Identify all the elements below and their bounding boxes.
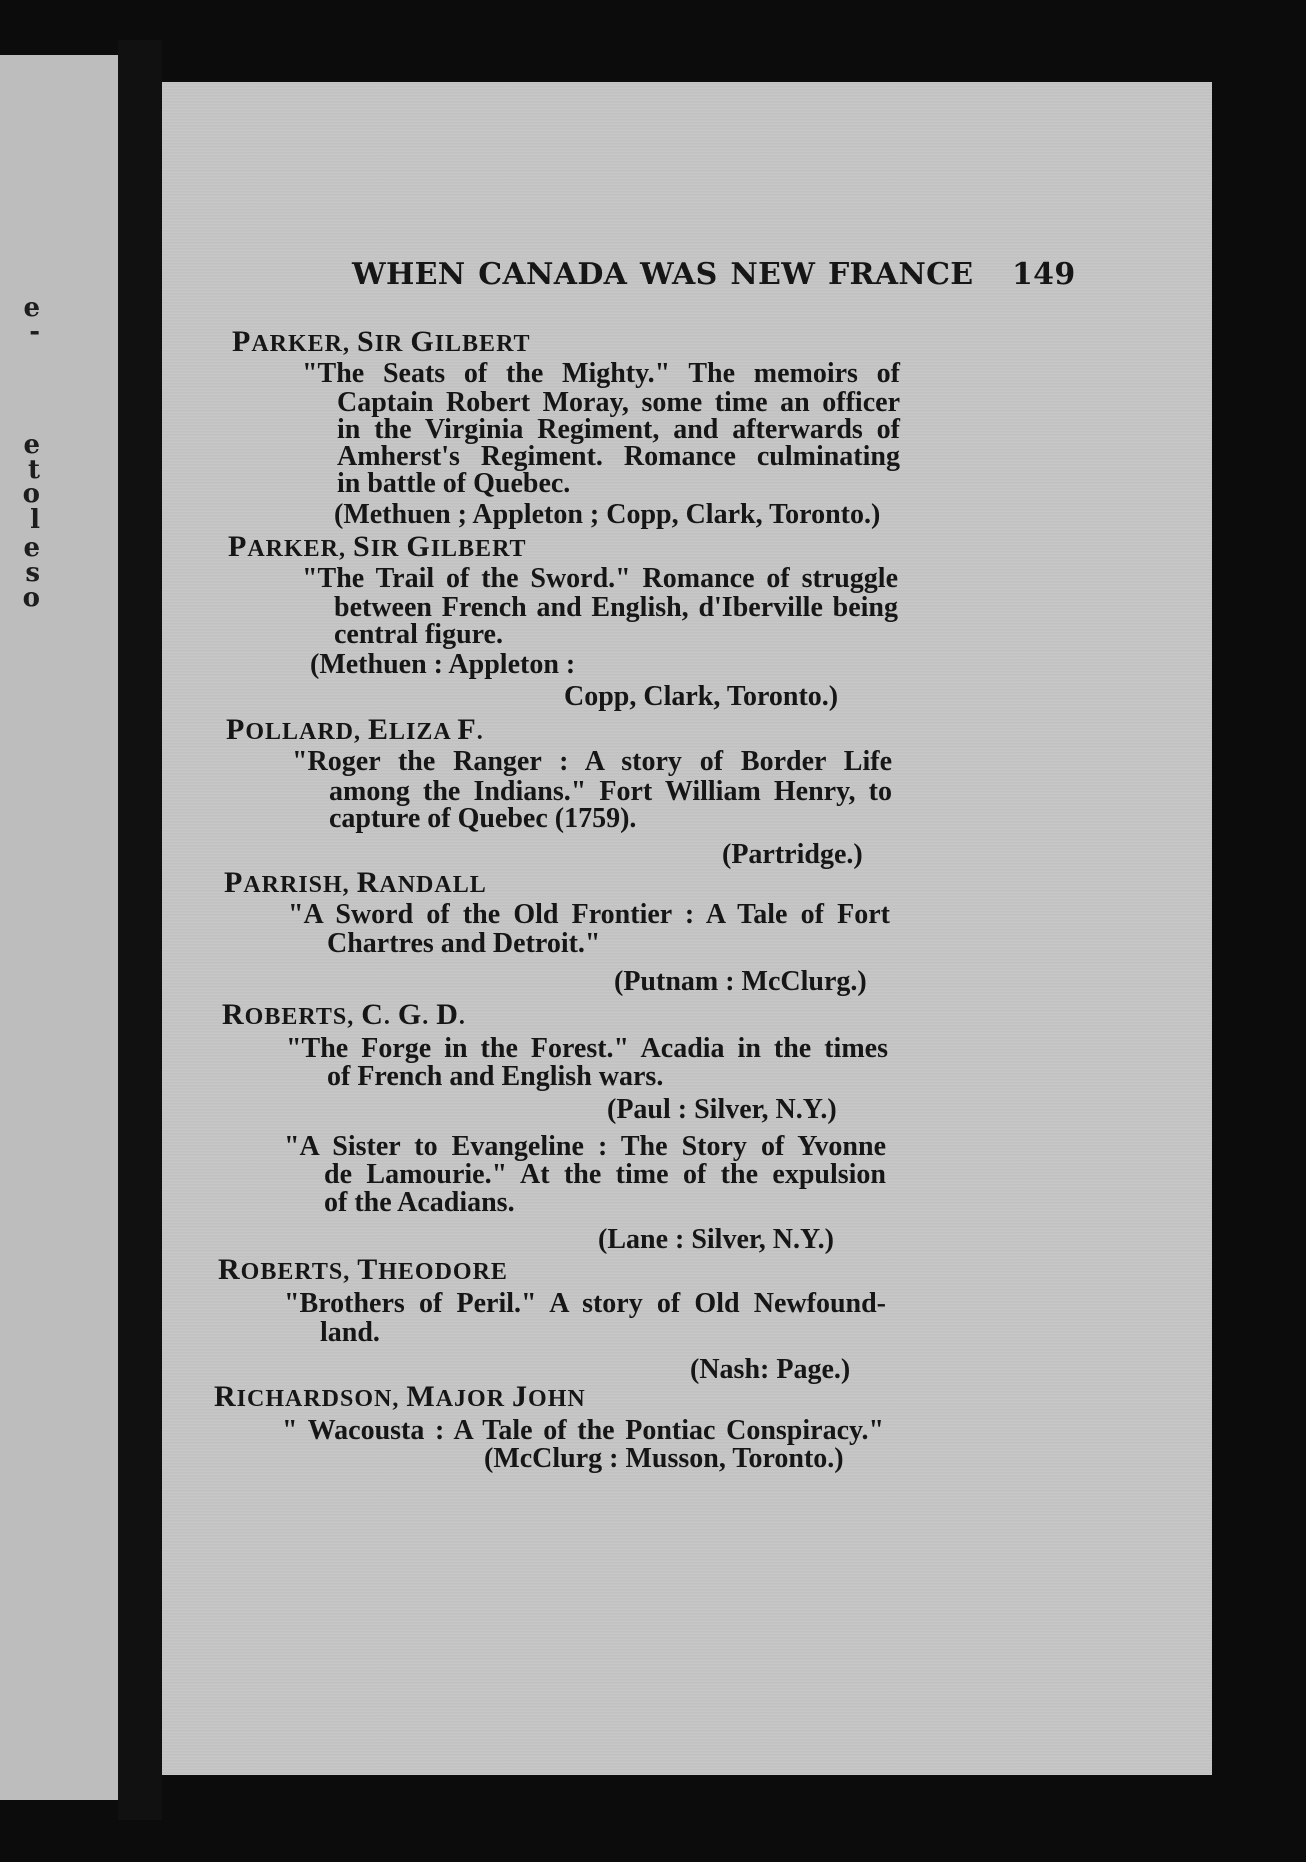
running-head	[352, 257, 1076, 292]
facing-page-fragment: l	[30, 505, 40, 535]
annotation-line: land.	[320, 1317, 380, 1348]
facing-page-fragment: e	[23, 533, 40, 563]
publisher-line: (Methuen : Appleton :	[310, 649, 576, 680]
facing-page-fragment: e	[23, 293, 40, 323]
annotation-line: between French and English, d'Iberville being	[334, 592, 898, 623]
author-heading: PARKER, SIR GILBERT	[228, 530, 527, 563]
annotation-line: Captain Robert Moray, some time an officer	[337, 387, 900, 418]
annotation-line: in battle of Quebec.	[337, 468, 571, 499]
facing-page-fragment: e	[23, 430, 40, 460]
book-title-line: "Brothers of Peril." A story of Old Newfound-	[284, 1288, 886, 1319]
book-title-line: "The Seats of the Mighty." The memoirs of	[302, 358, 900, 389]
facing-page-fragment: s	[25, 558, 40, 588]
book-title-line: "The Forge in the Forest." Acadia in the times	[286, 1033, 888, 1064]
annotation-line: central figure.	[334, 619, 503, 650]
publisher-line: (Lane : Silver, N.Y.)	[598, 1224, 834, 1255]
annotation-line: Chartres and Detroit."	[327, 928, 601, 959]
annotation-line: among the Indians." Fort William Henry, to	[329, 776, 892, 807]
book-title-line: "A Sword of the Old Frontier : A Tale of Fort	[288, 899, 890, 930]
annotation-line: of French and English wars.	[327, 1061, 664, 1092]
annotation-line: de Lamourie." At the time of the expulsion	[324, 1159, 886, 1190]
facing-page-fragment: o	[22, 583, 40, 613]
author-heading: RICHARDSON, MAJOR JOHN	[214, 1380, 586, 1413]
author-heading: PARKER, SIR GILBERT	[232, 325, 531, 358]
book-title-line: "A Sister to Evangeline : The Story of Yvonne	[284, 1131, 886, 1162]
author-heading: ROBERTS, THEODORE	[218, 1253, 508, 1286]
publisher-line: (Partridge.)	[722, 839, 863, 870]
book-title-line: " Wacousta : A Tale of the Pontiac Conspiracy."	[282, 1415, 884, 1446]
annotation-line: in the Virginia Regiment, and afterwards of	[337, 414, 900, 445]
publisher-line: (Putnam : McClurg.)	[614, 966, 867, 997]
publisher-line: (Paul : Silver, N.Y.)	[607, 1094, 837, 1125]
facing-page-fragment: t	[27, 455, 40, 485]
publisher-line: (Methuen ; Appleton ; Copp, Clark, Toronto.)	[334, 499, 881, 530]
publisher-line: (McClurg : Musson, Toronto.)	[484, 1443, 844, 1474]
book-page	[162, 82, 1212, 1775]
facing-page-edge	[0, 55, 118, 1800]
book-gutter	[118, 40, 162, 1820]
publisher-line: Copp, Clark, Toronto.)	[564, 681, 839, 712]
facing-page-fragment: -	[29, 317, 40, 347]
author-heading: POLLARD, ELIZA F.	[226, 713, 484, 746]
book-title-line: "Roger the Ranger : A story of Border Life	[292, 746, 892, 777]
page-number: 149	[1012, 257, 1076, 292]
annotation-line: of the Acadians.	[324, 1187, 515, 1218]
author-heading: PARRISH, RANDALL	[224, 866, 487, 899]
book-title-line: "The Trail of the Sword." Romance of struggle	[302, 563, 898, 594]
facing-page-fragment: o	[22, 479, 40, 509]
publisher-line: (Nash: Page.)	[690, 1354, 851, 1385]
author-heading: ROBERTS, C. G. D.	[222, 998, 466, 1031]
annotation-line: Amherst's Regiment. Romance culminating	[337, 441, 900, 472]
running-head-title: WHEN CANADA WAS NEW FRANCE	[352, 257, 974, 292]
annotation-line: capture of Quebec (1759).	[329, 803, 637, 834]
